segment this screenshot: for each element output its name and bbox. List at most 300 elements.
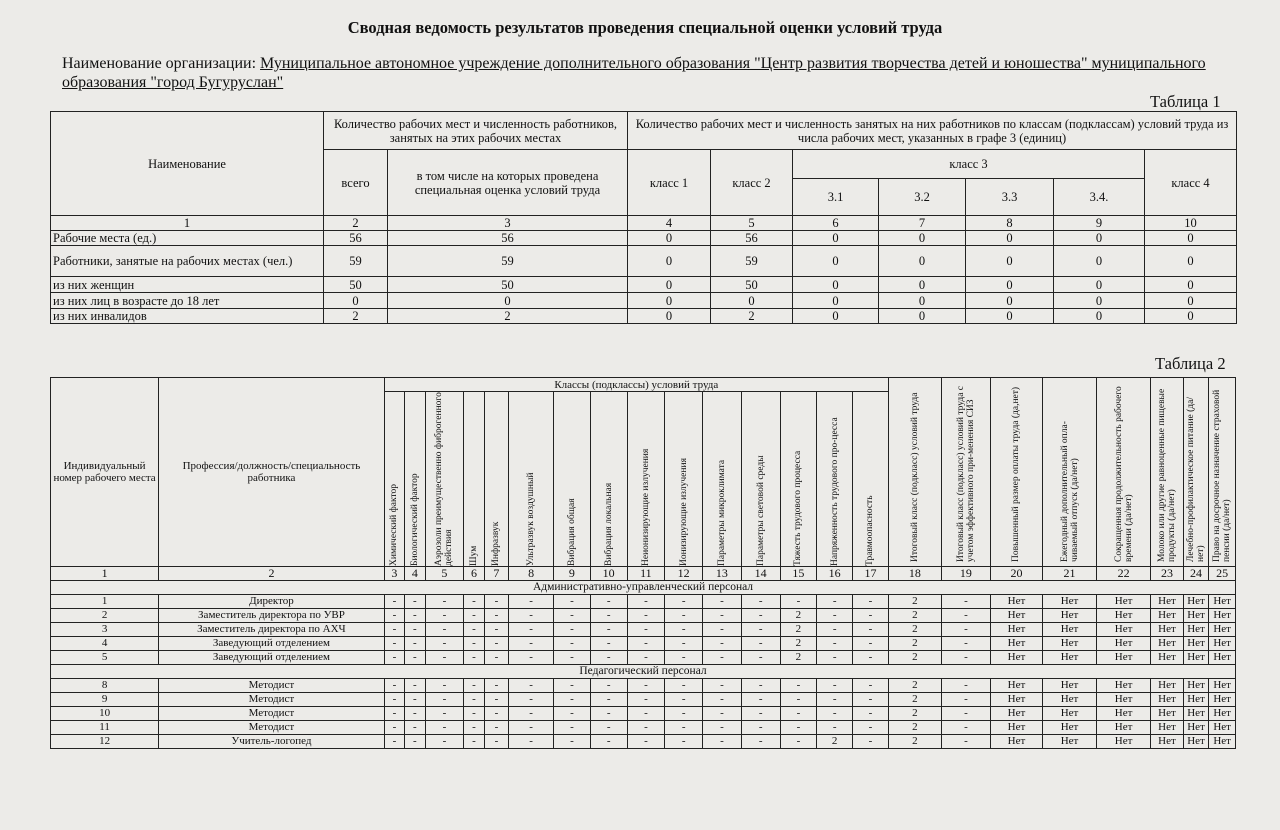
t2-header-extra — [1183, 378, 1209, 567]
t2-extra-cell: Нет — [1042, 707, 1096, 721]
t2-factor-cell: - — [780, 595, 817, 609]
t1-cell: 0 — [793, 293, 879, 309]
t2-row — [51, 693, 1236, 707]
t2-header-factor — [590, 392, 627, 567]
t2-row — [51, 721, 1236, 735]
t1-cell: 0 — [1054, 231, 1145, 246]
t2-factor-cell: - — [703, 679, 742, 693]
t2-factor-cell: - — [484, 623, 508, 637]
t1-cell: 0 — [793, 246, 879, 277]
t1-header-assessed: в том числе на которых проведена специальная оценка условий труда — [388, 150, 628, 216]
t2-extra-cell: Нет — [1209, 609, 1236, 623]
t2-header-factor-text: Параметры световой среды — [755, 455, 766, 566]
t2-extra-cell: Нет — [1151, 609, 1184, 623]
t2-extra-cell: Нет — [1042, 623, 1096, 637]
t2-factor-cell: - — [665, 693, 703, 707]
t2-factor-cell: - — [853, 735, 889, 749]
t2-factor-cell: - — [509, 637, 554, 651]
t1-row-name: из них инвалидов — [51, 309, 324, 324]
t2-extra-cell: Нет — [1042, 693, 1096, 707]
summary-table — [50, 111, 1237, 324]
t2-factor-cell: - — [590, 693, 627, 707]
t1-header-class3: класс 3 — [793, 150, 1145, 179]
t2-extra-cell: Нет — [1209, 707, 1236, 721]
t2-header-factor — [703, 392, 742, 567]
t2-header-extra-text: Сокращенная продолжительность рабочего времени (да/нет) — [1113, 386, 1134, 562]
t2-col-number: 17 — [853, 567, 889, 581]
t2-extra-cell: Нет — [1097, 651, 1151, 665]
t2-col-number: 25 — [1209, 567, 1236, 581]
t2-row — [51, 637, 1236, 651]
t2-extra-cell: Нет — [1209, 595, 1236, 609]
t2-col-number: 21 — [1042, 567, 1096, 581]
t1-header-count-group: Количество рабочих мест и численность работников, занятых на этих рабочих местах — [324, 112, 628, 150]
t2-factor-cell: - — [425, 623, 464, 637]
t1-header-3-4: 3.4. — [1054, 179, 1145, 216]
t2-factor-cell: - — [780, 707, 817, 721]
t2-factor-cell: - — [627, 735, 665, 749]
t2-factor-cell: - — [703, 623, 742, 637]
document-title: Сводная ведомость результатов проведения специальной оценки условий труда — [347, 18, 943, 37]
t2-header-extra — [941, 378, 990, 567]
t2-extra-cell: Нет — [1042, 679, 1096, 693]
t2-factor-cell: - — [509, 721, 554, 735]
t2-extra-cell: - — [941, 651, 990, 665]
t1-cell: 0 — [1054, 277, 1145, 293]
t1-col-number: 8 — [966, 216, 1054, 231]
t2-extra-cell: 2 — [888, 651, 941, 665]
t2-extra-cell: Нет — [990, 637, 1042, 651]
t2-header-factor — [484, 392, 508, 567]
t2-header-factor-text: Инфразвук — [491, 521, 502, 566]
t2-factor-cell: - — [554, 623, 591, 637]
t1-column-numbers — [51, 216, 1237, 231]
t2-section-row — [51, 665, 1236, 679]
t1-row — [51, 293, 1237, 309]
t1-cell: 0 — [1145, 309, 1237, 324]
t2-factor-cell: - — [554, 609, 591, 623]
t2-factor-cell: - — [590, 595, 627, 609]
t2-extra-cell: Нет — [990, 735, 1042, 749]
t1-row-name: из них женщин — [51, 277, 324, 293]
t1-cell: 0 — [1145, 293, 1237, 309]
t1-cell: 0 — [879, 309, 966, 324]
t2-factor-cell: - — [590, 735, 627, 749]
t2-factor-cell: - — [741, 595, 780, 609]
t2-factor-cell: - — [509, 609, 554, 623]
t2-workplace-id: 4 — [51, 637, 159, 651]
t2-header-factor-text: Вибрация общая — [566, 498, 577, 566]
t2-header-factor — [817, 392, 853, 567]
t2-workplace-id: 1 — [51, 595, 159, 609]
t2-extra-cell: - — [941, 707, 990, 721]
t1-cell: 56 — [711, 231, 793, 246]
t2-factor-cell: - — [554, 595, 591, 609]
t2-factor-cell: - — [484, 651, 508, 665]
t2-col-number: 2 — [159, 567, 385, 581]
t2-factor-cell: - — [464, 651, 484, 665]
t1-cell: 0 — [1145, 231, 1237, 246]
t2-factor-cell: - — [627, 707, 665, 721]
t2-factor-cell: - — [627, 623, 665, 637]
t2-factor-cell: - — [590, 707, 627, 721]
t2-col-number: 14 — [741, 567, 780, 581]
t2-header-factor-text: Параметры микроклимата — [716, 459, 727, 566]
t2-extra-cell: 2 — [888, 623, 941, 637]
t2-header-factor — [405, 392, 425, 567]
t2-profession: Заместитель директора по АХЧ — [159, 623, 385, 637]
t2-col-number: 8 — [509, 567, 554, 581]
t2-extra-cell: Нет — [1042, 595, 1096, 609]
t2-extra-cell: Нет — [1097, 679, 1151, 693]
t2-extra-cell: 2 — [888, 721, 941, 735]
t1-cell: 0 — [1145, 246, 1237, 277]
t2-factor-cell: - — [384, 595, 404, 609]
t2-extra-cell: Нет — [1097, 735, 1151, 749]
t1-cell: 59 — [388, 246, 628, 277]
t2-section-title: Административно-управленческий персонал — [51, 581, 1236, 595]
t2-workplace-id: 2 — [51, 609, 159, 623]
t2-extra-cell: 2 — [888, 707, 941, 721]
t2-row — [51, 707, 1236, 721]
t1-cell: 0 — [628, 309, 711, 324]
t2-header-factor-text: Аэрозоли преимущественно фиброгенного действия — [434, 392, 455, 566]
t2-factor-cell: - — [853, 595, 889, 609]
t2-col-number: 3 — [384, 567, 404, 581]
t2-factor-cell: - — [741, 721, 780, 735]
t1-cell: 0 — [879, 277, 966, 293]
t1-header-class2: класс 2 — [711, 150, 793, 216]
t2-workplace-id: 3 — [51, 623, 159, 637]
t2-factor-cell: - — [464, 721, 484, 735]
t2-profession: Заведующий отделением — [159, 651, 385, 665]
t1-header-3-1: 3.1 — [793, 179, 879, 216]
t1-col-number: 10 — [1145, 216, 1237, 231]
t2-header-factor — [665, 392, 703, 567]
t2-extra-cell: Нет — [1183, 651, 1209, 665]
t2-extra-cell: - — [941, 693, 990, 707]
t2-col-number: 20 — [990, 567, 1042, 581]
t2-factor-cell: - — [425, 693, 464, 707]
t2-factor-cell: - — [509, 693, 554, 707]
t1-cell: 0 — [966, 246, 1054, 277]
t2-factor-cell: - — [590, 623, 627, 637]
t2-col-number: 6 — [464, 567, 484, 581]
t2-extra-cell: Нет — [1183, 693, 1209, 707]
t2-factor-cell: - — [741, 679, 780, 693]
t2-factor-cell: - — [384, 735, 404, 749]
t2-header-factor-text: Химический фактор — [389, 483, 400, 566]
t2-factor-cell: - — [627, 651, 665, 665]
t1-cell: 2 — [324, 309, 388, 324]
t2-factor-cell: - — [509, 707, 554, 721]
t2-factor-cell: - — [665, 707, 703, 721]
t2-factor-cell: - — [484, 595, 508, 609]
t2-col-number: 4 — [405, 567, 425, 581]
t2-extra-cell: Нет — [1097, 707, 1151, 721]
t2-factor-cell: - — [741, 651, 780, 665]
t2-col-number: 9 — [554, 567, 591, 581]
t2-factor-cell: - — [554, 693, 591, 707]
t2-extra-cell: Нет — [1042, 637, 1096, 651]
t2-row — [51, 609, 1236, 623]
t1-row-name: Рабочие места (ед.) — [51, 231, 324, 246]
t2-extra-cell: Нет — [1097, 693, 1151, 707]
t1-col-number: 1 — [51, 216, 324, 231]
t1-col-number: 5 — [711, 216, 793, 231]
t2-header-factor — [554, 392, 591, 567]
t2-extra-cell: Нет — [990, 693, 1042, 707]
t2-factor-cell: - — [703, 637, 742, 651]
t2-extra-cell: Нет — [1151, 679, 1184, 693]
t2-header-extra — [1097, 378, 1151, 567]
t2-extra-cell: - — [941, 637, 990, 651]
t1-header-class-group: Количество рабочих мест и численность занятых на них работников по классам (подклассам) условий труда из числа рабочих мест, указанных в графе 3 (единиц) — [628, 112, 1237, 150]
t2-factor-cell: 2 — [780, 609, 817, 623]
t2-factor-cell: - — [405, 707, 425, 721]
t2-col-number: 16 — [817, 567, 853, 581]
t2-factor-cell: - — [853, 693, 889, 707]
t2-factor-cell: 2 — [780, 623, 817, 637]
t2-extra-cell: Нет — [1097, 595, 1151, 609]
t2-extra-cell: Нет — [1183, 707, 1209, 721]
t1-row — [51, 231, 1237, 246]
t2-extra-cell: Нет — [1183, 679, 1209, 693]
t1-cell: 0 — [1145, 277, 1237, 293]
t1-cell: 0 — [1054, 309, 1145, 324]
t2-factor-cell: - — [405, 651, 425, 665]
t2-extra-cell: Нет — [1042, 609, 1096, 623]
t1-row — [51, 309, 1237, 324]
t1-header-total: всего — [324, 150, 388, 216]
t2-profession: Директор — [159, 595, 385, 609]
t1-cell: 0 — [324, 293, 388, 309]
t2-profession: Методист — [159, 693, 385, 707]
t2-factor-cell: - — [741, 623, 780, 637]
t1-cell: 0 — [1054, 246, 1145, 277]
t2-col-number: 19 — [941, 567, 990, 581]
t2-factor-cell: - — [405, 595, 425, 609]
t2-factor-cell: - — [627, 679, 665, 693]
t2-extra-cell: Нет — [990, 707, 1042, 721]
t2-col-number: 15 — [780, 567, 817, 581]
t2-factor-cell: - — [464, 595, 484, 609]
t2-factor-cell: - — [405, 735, 425, 749]
t2-extra-cell: Нет — [990, 609, 1042, 623]
t2-row — [51, 679, 1236, 693]
t2-factor-cell: - — [425, 721, 464, 735]
t2-extra-cell: Нет — [1097, 637, 1151, 651]
t1-cell: 0 — [966, 293, 1054, 309]
t2-factor-cell: - — [464, 623, 484, 637]
t2-factor-cell: - — [405, 679, 425, 693]
t1-col-number: 7 — [879, 216, 966, 231]
t1-cell: 50 — [324, 277, 388, 293]
t2-factor-cell: - — [554, 679, 591, 693]
t1-cell: 59 — [324, 246, 388, 277]
t2-factor-cell: - — [853, 651, 889, 665]
t2-column-numbers — [51, 567, 1236, 581]
t2-extra-cell: Нет — [1151, 721, 1184, 735]
t2-factor-cell: - — [425, 595, 464, 609]
t2-header-extra-text: Право на досрочное назначение страховой пенсии (да/нет) — [1212, 389, 1233, 562]
table1-label: Таблица 1 — [1150, 92, 1221, 111]
t2-row — [51, 651, 1236, 665]
t2-factor-cell: - — [484, 707, 508, 721]
t2-factor-cell: - — [590, 679, 627, 693]
t2-profession: Учитель-логопед — [159, 735, 385, 749]
t1-cell: 0 — [879, 231, 966, 246]
t2-col-number: 5 — [425, 567, 464, 581]
t2-workplace-id: 9 — [51, 693, 159, 707]
t2-header-factor — [509, 392, 554, 567]
t2-factor-cell: - — [509, 651, 554, 665]
t2-extra-cell: Нет — [1151, 735, 1184, 749]
t2-header-factor-text: Шум — [468, 545, 479, 566]
t1-row — [51, 246, 1237, 277]
t2-header-extra-text: Лечебно-профилактическое питание (да/нет) — [1186, 397, 1207, 562]
t2-factor-cell: - — [703, 707, 742, 721]
t2-extra-cell: - — [941, 609, 990, 623]
t2-extra-cell: Нет — [1183, 623, 1209, 637]
t1-row-name: из них лиц в возрасте до 18 лет — [51, 293, 324, 309]
t2-col-number: 13 — [703, 567, 742, 581]
t2-workplace-id: 12 — [51, 735, 159, 749]
t1-col-number: 3 — [388, 216, 628, 231]
t2-extra-cell: - — [941, 595, 990, 609]
t1-col-number: 4 — [628, 216, 711, 231]
t2-col-number: 10 — [590, 567, 627, 581]
t1-header-3-3: 3.3 — [966, 179, 1054, 216]
t1-cell: 0 — [628, 246, 711, 277]
t2-factor-cell: - — [484, 735, 508, 749]
t2-extra-cell: Нет — [1209, 651, 1236, 665]
t2-factor-cell: - — [703, 735, 742, 749]
t2-extra-cell: 2 — [888, 637, 941, 651]
t2-factor-cell: - — [554, 721, 591, 735]
t2-extra-cell: Нет — [1209, 637, 1236, 651]
t2-factor-cell: - — [665, 735, 703, 749]
t2-extra-cell: Нет — [1209, 693, 1236, 707]
t2-extra-cell: 2 — [888, 595, 941, 609]
t2-factor-cell: - — [484, 721, 508, 735]
t2-factor-cell: - — [554, 637, 591, 651]
t1-cell: 0 — [966, 309, 1054, 324]
t2-factor-cell: - — [703, 609, 742, 623]
t2-profession: Методист — [159, 679, 385, 693]
t2-extra-cell: Нет — [1209, 623, 1236, 637]
t2-factor-cell: - — [464, 735, 484, 749]
t2-factor-cell: - — [509, 623, 554, 637]
t2-extra-cell: 2 — [888, 679, 941, 693]
t2-factor-cell: - — [384, 679, 404, 693]
t1-col-number: 9 — [1054, 216, 1145, 231]
t2-factor-cell: - — [405, 623, 425, 637]
t2-factor-cell: - — [384, 623, 404, 637]
t2-factor-cell: - — [780, 735, 817, 749]
t2-factor-cell: - — [590, 637, 627, 651]
t2-factor-cell: - — [405, 609, 425, 623]
t2-extra-cell: Нет — [1097, 721, 1151, 735]
t2-factor-cell: - — [484, 693, 508, 707]
t2-factor-cell: - — [780, 693, 817, 707]
t2-extra-cell: 2 — [888, 735, 941, 749]
t2-factor-cell: - — [627, 609, 665, 623]
t2-extra-cell: 2 — [888, 693, 941, 707]
t2-header-id: Индивидуальный номер рабочего места — [51, 378, 159, 567]
t2-factor-cell: - — [509, 735, 554, 749]
t2-factor-cell: - — [703, 651, 742, 665]
t1-cell: 2 — [388, 309, 628, 324]
t1-header-3-2: 3.2 — [879, 179, 966, 216]
t2-extra-cell: Нет — [1209, 721, 1236, 735]
t2-col-number: 22 — [1097, 567, 1151, 581]
t1-col-number: 2 — [324, 216, 388, 231]
t2-factor-cell: - — [703, 595, 742, 609]
t2-extra-cell: - — [941, 721, 990, 735]
t2-factor-cell: - — [853, 721, 889, 735]
organization-line — [62, 54, 1242, 92]
t2-factor-cell: - — [741, 637, 780, 651]
t2-profession: Методист — [159, 707, 385, 721]
t2-factor-cell: 2 — [780, 637, 817, 651]
t2-workplace-id: 5 — [51, 651, 159, 665]
t2-extra-cell: - — [941, 623, 990, 637]
t2-factor-cell: - — [405, 637, 425, 651]
t2-profession: Методист — [159, 721, 385, 735]
t2-factor-cell: - — [627, 721, 665, 735]
t1-cell: 0 — [1054, 293, 1145, 309]
t2-factor-cell: - — [509, 595, 554, 609]
t2-factor-cell: - — [464, 693, 484, 707]
t2-factor-cell: - — [665, 651, 703, 665]
t2-section-row — [51, 581, 1236, 595]
t1-cell: 0 — [793, 277, 879, 293]
t1-cell: 59 — [711, 246, 793, 277]
t2-factor-cell: - — [590, 651, 627, 665]
organization-label: Наименование организации: — [62, 55, 261, 72]
t2-factor-cell: - — [384, 707, 404, 721]
t2-factor-cell: - — [425, 609, 464, 623]
t2-factor-cell: - — [554, 651, 591, 665]
t2-factor-cell: - — [384, 637, 404, 651]
t2-header-profession: Профессия/должность/специальность работника — [159, 378, 385, 567]
t2-extra-cell: Нет — [1209, 735, 1236, 749]
t2-row — [51, 623, 1236, 637]
t2-header-extra — [1151, 378, 1184, 567]
t2-header-factor-text: Напряженность трудового про-цесса — [829, 417, 840, 566]
t2-factor-cell: - — [853, 609, 889, 623]
t2-extra-cell: Нет — [1151, 693, 1184, 707]
t1-cell: 0 — [628, 231, 711, 246]
t2-col-number: 12 — [665, 567, 703, 581]
t2-extra-cell: - — [941, 679, 990, 693]
t2-header-factor-text: Травмоопасность — [865, 495, 876, 566]
t2-extra-cell: Нет — [1151, 707, 1184, 721]
t2-extra-cell: Нет — [1097, 623, 1151, 637]
t2-extra-cell: Нет — [990, 595, 1042, 609]
t2-header-extra — [990, 378, 1042, 567]
t1-cell: 50 — [388, 277, 628, 293]
t1-cell: 0 — [711, 293, 793, 309]
t2-factor-cell: - — [780, 721, 817, 735]
t2-factor-cell: - — [484, 679, 508, 693]
t2-header-factor — [780, 392, 817, 567]
t2-col-number: 18 — [888, 567, 941, 581]
t2-extra-cell: Нет — [990, 721, 1042, 735]
t1-cell: 56 — [324, 231, 388, 246]
t2-factor-cell: - — [464, 637, 484, 651]
